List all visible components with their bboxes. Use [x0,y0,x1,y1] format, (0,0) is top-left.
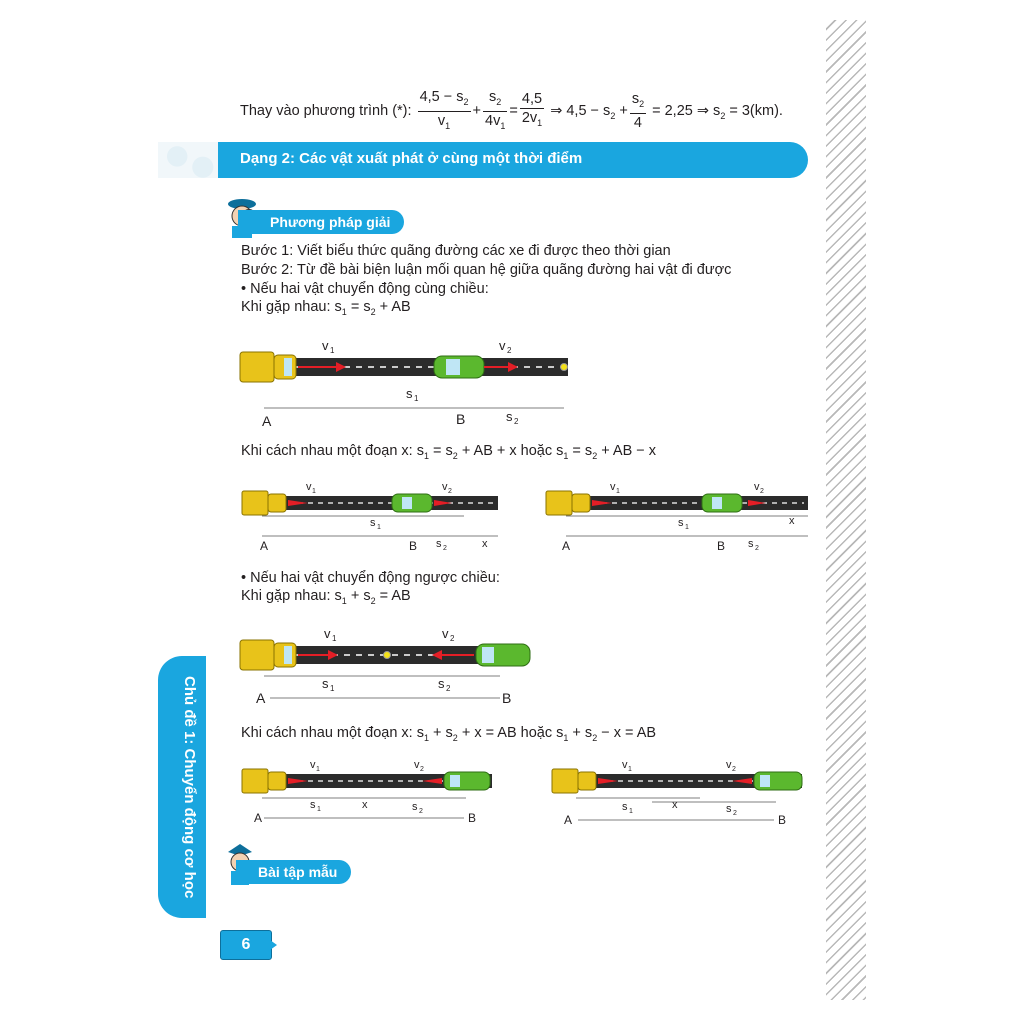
result-text: = 2,25 ⇒ s [652,103,721,120]
point-A: A [260,539,269,553]
opposite-distance-formula [241,725,656,743]
s1-sub: 1 [414,394,419,403]
s2-sub: 2 [443,545,447,552]
om-b: + s [346,588,371,604]
od-a: 1 [423,732,429,743]
v2-sub: 2 [760,488,764,495]
v1-label: v [610,481,616,493]
plus-sign: + [472,103,481,120]
meeting-point [384,652,391,659]
s1-sub: 1 [685,524,689,531]
sd-g: 2 [592,450,598,461]
f1-num: 4,5 − s [419,89,464,105]
f3-num: 4,5 [521,91,543,108]
point-B: B [778,813,787,827]
x-label: x [362,799,368,811]
point-A: A [562,539,571,553]
diagram-same-direction-meet [236,330,586,430]
same-direction-heading: • Nếu hai vật chuyển động cùng chiều: [241,281,489,297]
s2-label: s [506,409,513,424]
s1-label: s [406,386,413,401]
v1-label: v [324,626,331,641]
om-a: 1 [341,595,347,606]
od-d: + x = AB hoặc s [457,725,564,741]
point-A: A [564,813,573,827]
v2-sub: 2 [420,766,424,773]
s1-sub: 1 [317,806,321,813]
plus-sign-2: + [619,103,628,120]
s1-label: s [678,517,684,529]
f2-num-sub: 2 [496,96,502,107]
f2-den: 4v [485,112,501,129]
v1-label: v [322,338,329,353]
od-b: + s [429,725,453,741]
od-f: + s [568,725,593,741]
v2-sub: 2 [448,488,452,495]
decorative-stripes [826,20,866,1000]
f2-den-sub: 1 [500,120,506,131]
f3-den-sub: 1 [537,118,543,129]
car [392,494,432,512]
car [444,772,490,790]
page-number-tip [270,940,277,950]
diagram-opposite-direction-distance-b [548,756,810,830]
sd-a: 1 [423,450,429,461]
sd-c: 2 [452,450,458,461]
sd-f: = s [568,443,593,459]
page-number: 6 [220,930,272,960]
v1-sub: 1 [616,488,620,495]
x-label: x [672,799,678,811]
om-t: Khi gặp nhau: s [241,588,342,604]
implies-1-sub: 2 [610,111,616,122]
f2-num: s [489,89,497,105]
diagram-same-direction-distance-b [542,476,812,558]
v1-sub: 1 [628,766,632,773]
s2-sub: 2 [446,684,451,693]
sm-end: + AB [375,299,411,315]
truck [546,491,590,515]
s1-label: s [310,799,316,811]
truck [242,769,286,793]
equation-prefix: Thay vào phương trình (*): [240,103,412,120]
v1-label: v [306,481,312,493]
v1-sub: 1 [316,766,320,773]
v2-label: v [726,759,732,771]
same-distance-formula [241,443,656,461]
fraction-1 [418,88,471,135]
s1-sub: 1 [330,684,335,693]
sd-e: 1 [563,450,569,461]
od-c: 2 [452,732,458,743]
sd-d: + AB + x hoặc s [457,443,564,459]
point-A: A [256,690,266,706]
result-sub: 2 [720,111,726,122]
section-banner-title: Dạng 2: Các vật xuất phát ở cùng một thời điểm [240,150,583,167]
fraction-4 [630,90,646,132]
step-2: Bước 2: Từ đề bài biện luận mối quan hệ giữa quãng đường hai vật đi được [241,262,732,278]
om-d: = AB [375,588,411,604]
same-meet-formula [241,299,411,317]
car [434,356,484,378]
v1-label: v [310,759,316,771]
chapter-side-title: Chủ đề 1: Chuyển động cơ học [181,675,198,899]
x-label: x [482,538,488,550]
diagram-opposite-direction-meet [236,620,536,710]
s1-sub: 1 [377,524,381,531]
implies-1: ⇒ 4,5 − s [550,103,611,120]
opposite-direction-heading: • Nếu hai vật chuyển động ngược chiều: [241,570,500,586]
opposite-meet-formula [241,588,411,606]
s2-label: s [412,801,418,813]
step-1: Bước 1: Viết biểu thức quãng đường các xe đi được theo thời gian [241,243,671,259]
equals-sign: = [509,103,518,120]
x-label: x [789,515,795,527]
diagram-same-direction-distance-a [238,476,504,558]
v2-label: v [754,481,760,493]
s2-label: s [726,803,732,815]
s2-sub: 2 [755,545,759,552]
car [754,772,802,790]
sample-label: Bài tập mẫu [236,860,351,884]
f3-den: 2v [521,110,538,127]
sm-s1: 1 [341,306,347,317]
car [702,494,742,512]
point-A: A [262,413,272,429]
f4-den: 4 [633,115,642,132]
s2-sub: 2 [514,417,519,426]
od-g: 2 [592,732,598,743]
f4-num-sub: 2 [639,99,645,110]
v2-label: v [414,759,420,771]
diagram-opposite-direction-distance-a [238,756,498,830]
s1-label: s [322,676,329,691]
top-equation [240,88,783,135]
om-c: 2 [370,595,376,606]
f4-num: s [631,91,640,108]
v2-sub: 2 [507,346,512,355]
banner-decoration [158,142,222,178]
v2-label: v [442,626,449,641]
point-A: A [254,811,263,825]
sd-h: + AB − x [597,443,657,459]
v1-sub: 1 [330,346,335,355]
s1-label: s [622,801,628,813]
v1-label: v [622,759,628,771]
sm-s2: 2 [370,306,376,317]
f1-den: v [437,112,446,129]
od-t: Khi cách nhau một đoạn x: s [241,725,424,741]
truck [240,640,296,670]
point-B: B [409,539,418,553]
method-label: Phương pháp giải [238,210,404,234]
s2-sub: 2 [733,810,737,817]
sd-b: = s [429,443,453,459]
point-B: B [468,811,477,825]
s2-label: s [438,676,445,691]
sm-t: Khi gặp nhau: s [241,299,342,315]
truck [240,352,296,382]
v2-label: v [442,481,448,493]
car [476,644,530,666]
v1-sub: 1 [312,488,316,495]
s2-label: s [436,538,442,550]
meeting-point [561,364,568,371]
s1-sub: 1 [629,808,633,815]
sd-t: Khi cách nhau một đoạn x: s [241,443,424,459]
point-B: B [456,411,466,427]
result-end: = 3(km). [729,103,783,120]
od-e: 1 [563,732,569,743]
s2-label: s [748,538,754,550]
fraction-3 [520,90,544,132]
truck [242,491,286,515]
v2-sub: 2 [450,634,455,643]
f1-num-sub: 2 [463,96,469,107]
v2-label: v [499,338,506,353]
od-h: − x = AB [597,725,657,741]
fraction-2 [483,88,507,135]
sm-mid: = s [346,299,371,315]
truck [552,769,596,793]
point-B: B [502,690,512,706]
s1-label: s [370,517,376,529]
f1-den-sub: 1 [445,120,451,131]
v2-sub: 2 [732,766,736,773]
point-B: B [717,539,726,553]
s2-sub: 2 [419,808,423,815]
v1-sub: 1 [332,634,337,643]
